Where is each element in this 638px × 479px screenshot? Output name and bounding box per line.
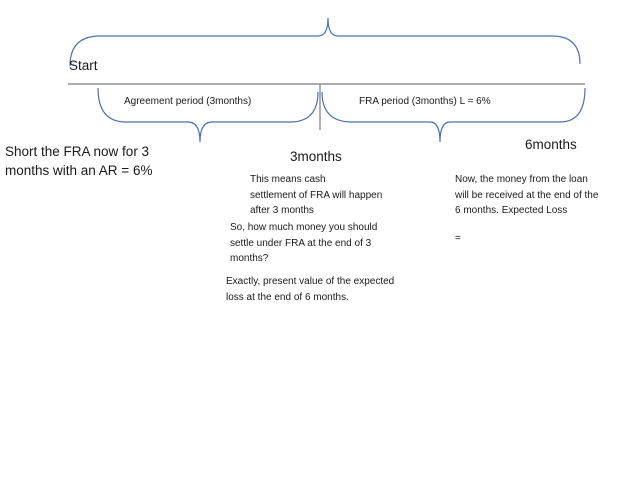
cash-settlement-note: This means cash settlement of FRA will happen after 3 months: [250, 174, 383, 216]
fra-period-label: FRA period (3months) L = 6%: [359, 96, 491, 107]
present-value-answer-note: Exactly, present value of the expected loss at the end of 6 months.: [226, 276, 395, 303]
three-months-label: 3months: [290, 149, 342, 164]
settlement-question-note: So, how much money you should settle under FRA at the end of 3 months?: [230, 222, 378, 264]
six-months-label: 6months: [525, 137, 577, 152]
agreement-period-label: Agreement period (3months): [124, 96, 252, 107]
short-fra-note: Short the FRA now for 3 months with an AR = 6%: [5, 144, 153, 178]
top-brace: [70, 18, 580, 66]
equals-sign: =: [455, 233, 461, 244]
start-label: Start: [69, 58, 98, 73]
loan-money-note: Now, the money from the loan will be received at the end of the 6 months. Expected Loss: [455, 174, 599, 216]
